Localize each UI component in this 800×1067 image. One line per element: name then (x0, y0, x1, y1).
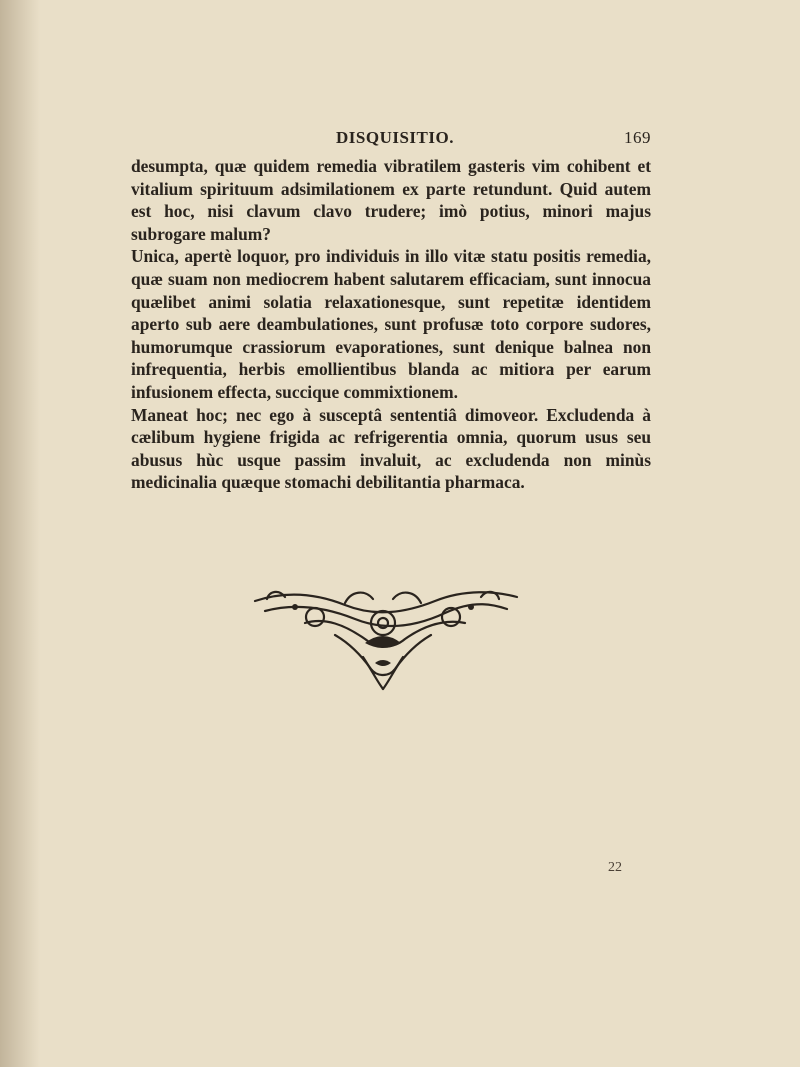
tailpiece-ornament (245, 583, 525, 693)
paragraph-1: desumpta, quæ quidem remedia vibratilem gasteris vim cohibent et vitalium spirituum adsimilationem ex parte retundunt. Quid autem est hoc, nisi clavum clavo trudere; imò potius, minori majus subrogare malum? (131, 156, 651, 244)
signature-mark: 22 (608, 860, 622, 875)
page-number: 169 (624, 128, 651, 147)
running-head: DISQUISITIO. (336, 128, 454, 147)
page-edge-shadow (0, 0, 40, 1067)
page-header (131, 128, 651, 152)
body-text (131, 155, 651, 494)
paragraph-2: Unica, apertè loquor, pro individuis in illo vitæ statu positis remedia, quæ suam non mediocrem habent salutarem efficaciam, sunt innocua quælibet animi solatia relaxationesque, sunt repetitæ identidem aperto sub aere deambulationes, sunt profusæ toto corpore sudores, humorumque crassiorum evaporationes, sunt denique balnea non infrequentia, herbis emollientibus blanda ac mitiora per earum infusionem effecta, succique commixtionem. (131, 246, 651, 402)
paragraph-3: Maneat hoc; nec ego à susceptâ sententiâ dimoveor. Excludenda à cælibum hygiene frigida ac refrigerentia omnia, quorum usus seu abusus hùc usque passim invaluit, ac excludenda non minùs medicinalia quæque stomachi debilitantia pharmaca. (131, 404, 651, 493)
